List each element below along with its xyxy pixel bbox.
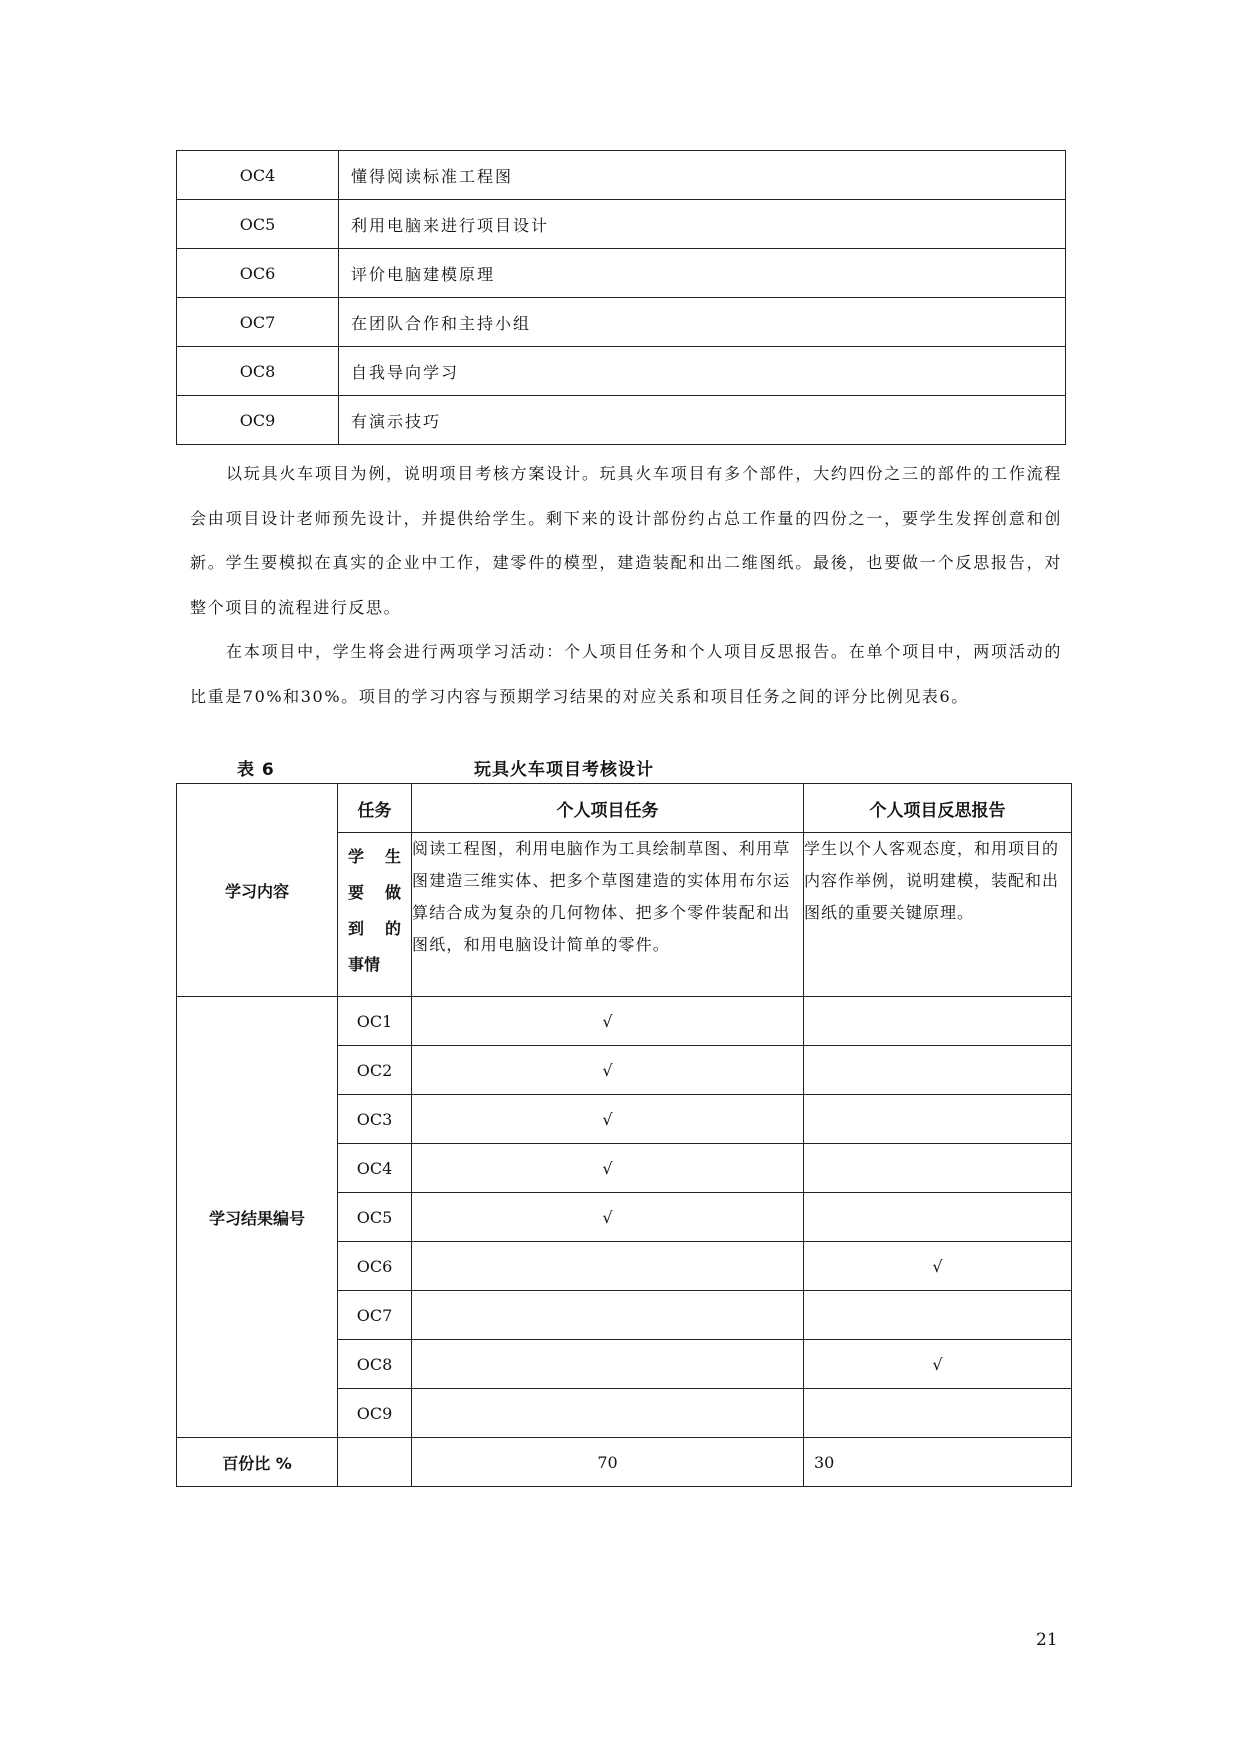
- body-text: [190, 452, 1062, 719]
- outcome-description: 在团队合作和主持小组: [339, 298, 1066, 347]
- empty-cell: [338, 1438, 412, 1487]
- table-row: [177, 200, 1066, 249]
- outcome-description: 自我导向学习: [339, 347, 1066, 396]
- outcome-code: OC7: [177, 298, 339, 347]
- outcome-code: OC6: [177, 249, 339, 298]
- table-row: [177, 396, 1066, 445]
- table-row: [177, 298, 1066, 347]
- todo-label: [338, 833, 412, 997]
- outcome-code: OC3: [338, 1095, 412, 1144]
- outcome-code: OC1: [338, 997, 412, 1046]
- table-row: [177, 249, 1066, 298]
- percentage-b: 30: [804, 1438, 1072, 1487]
- check-mark-a: √: [412, 1095, 804, 1144]
- learning-outcomes-label: 学习结果编号: [177, 997, 338, 1438]
- check-mark-a: √: [412, 1046, 804, 1095]
- outcome-code: OC4: [177, 151, 339, 200]
- table-title: 玩具火车项目考核设计: [474, 760, 654, 780]
- outcome-code: OC8: [338, 1340, 412, 1389]
- check-mark-a: [412, 1291, 804, 1340]
- check-mark-b: [804, 1095, 1072, 1144]
- outcome-description: 利用电脑来进行项目设计: [339, 200, 1066, 249]
- outcome-description: 评价电脑建模原理: [339, 249, 1066, 298]
- outcome-code: OC5: [338, 1193, 412, 1242]
- individual-task-header: 个人项目任务: [412, 784, 804, 833]
- learning-content-label: [177, 784, 338, 997]
- outcome-code: OC2: [338, 1046, 412, 1095]
- check-mark-b: [804, 1291, 1072, 1340]
- reflection-report-content: 学生以个人客观态度，和用项目的内容作举例，说明建模，装配和出图纸的重要关键原理。: [804, 833, 1072, 997]
- check-mark-b: √: [804, 1242, 1072, 1291]
- check-mark-b: √: [804, 1340, 1072, 1389]
- check-mark-a: [412, 1389, 804, 1438]
- check-mark-a: √: [412, 1144, 804, 1193]
- check-mark-a: √: [412, 997, 804, 1046]
- outcome-code: OC8: [177, 347, 339, 396]
- check-mark-b: [804, 1389, 1072, 1438]
- check-mark-b: [804, 1144, 1072, 1193]
- individual-task-content: 阅读工程图，利用电脑作为工具绘制草图、利用草图建造三维实体、把多个草图建造的实体用布尔运算结合成为复杂的几何物体、把多个零件装配和出图纸，和用电脑设计简单的零件。: [412, 833, 804, 997]
- percentage-label: 百份比 %: [177, 1438, 338, 1487]
- table-row: [177, 1438, 1072, 1487]
- check-mark-a: √: [412, 1193, 804, 1242]
- table-label: 表 6: [237, 760, 275, 780]
- check-mark-a: [412, 1242, 804, 1291]
- check-mark-b: [804, 1193, 1072, 1242]
- task-header: 任务: [338, 784, 412, 833]
- outcome-code: OC7: [338, 1291, 412, 1340]
- outcome-code: OC9: [177, 396, 339, 445]
- outcome-code: OC9: [338, 1389, 412, 1438]
- outcome-description: 有演示技巧: [339, 396, 1066, 445]
- check-mark-b: [804, 997, 1072, 1046]
- outcome-code: OC6: [338, 1242, 412, 1291]
- todo-label-line: 学 生: [348, 847, 401, 866]
- check-mark-a: [412, 1340, 804, 1389]
- page-number: 21: [1036, 1630, 1058, 1650]
- assessment-table: [176, 783, 1072, 1487]
- reflection-report-header: 个人项目反思报告: [804, 784, 1072, 833]
- percentage-a: 70: [412, 1438, 804, 1487]
- table-header-row: [177, 784, 1072, 833]
- check-mark-b: [804, 1046, 1072, 1095]
- todo-label-line: 到 的: [348, 919, 401, 938]
- todo-label-line: 事情: [348, 955, 381, 974]
- table-row: [177, 151, 1066, 200]
- outcome-code: OC5: [177, 200, 339, 249]
- table-row: [177, 347, 1066, 396]
- paragraph: 以玩具火车项目为例，说明项目考核方案设计。玩具火车项目有多个部件，大约四份之三的部件的工作流程会由项目设计老师预先设计，并提供给学生。剩下来的设计部份约占总工作量的四份之一，要学生发挥创意和创新。学生要模拟在真实的企业中工作，建零件的模型，建造装配和出二维图纸。最後，也要做一个反思报告，对整个项目的流程进行反思。: [190, 464, 1062, 617]
- outcomes-table: [176, 150, 1066, 445]
- table-row: [177, 997, 1072, 1046]
- outcome-code: OC4: [338, 1144, 412, 1193]
- outcome-description: 懂得阅读标准工程图: [339, 151, 1066, 200]
- paragraph: 在本项目中，学生将会进行两项学习活动：个人项目任务和个人项目反思报告。在单个项目中，两项活动的比重是70%和30%。项目的学习内容与预期学习结果的对应关系和项目任务之间的评分比例见表6。: [190, 642, 1062, 706]
- todo-label-line: 要 做: [348, 883, 401, 902]
- learning-content-label-text: 学习内容: [224, 881, 289, 901]
